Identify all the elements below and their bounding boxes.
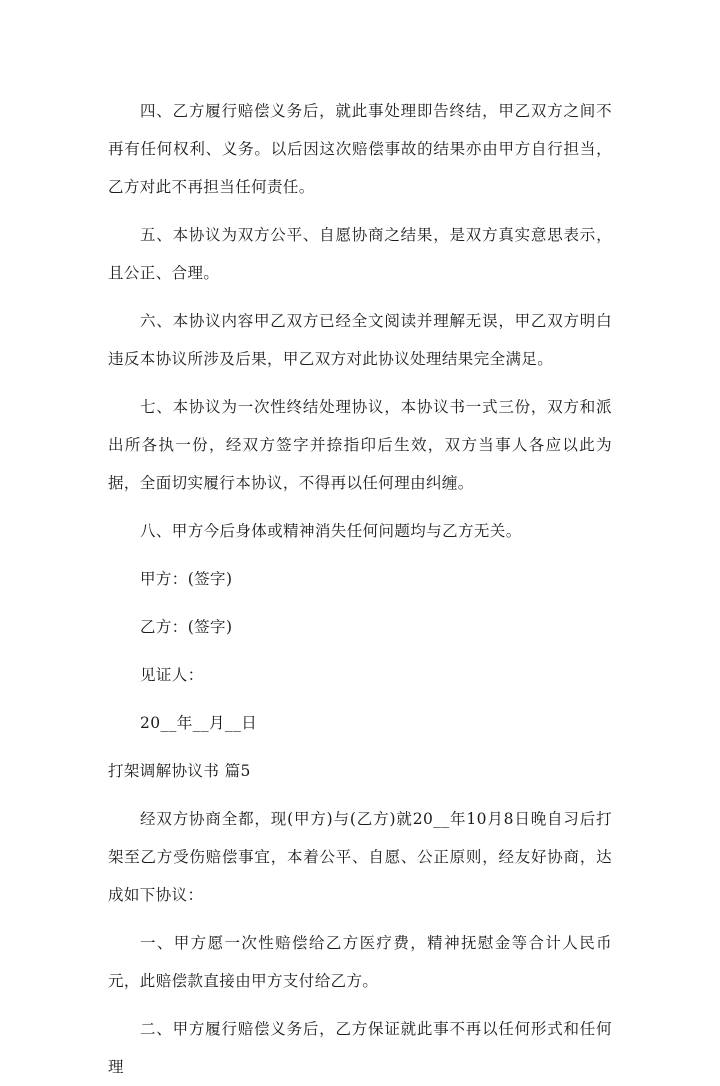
clause-four: 四、乙方履行赔偿义务后，就此事处理即告终结，甲乙双方之间不再有任何权利、义务。以后因这次赔偿事故的结果亦由甲方自行担当，乙方对此不再担当任何责任。 bbox=[108, 102, 612, 196]
party-a-signature: 甲方：(签字) bbox=[140, 570, 233, 588]
party-b-signature: 乙方：(签字) bbox=[140, 618, 233, 636]
witness-signature: 见证人： bbox=[140, 666, 204, 684]
clause-eight: 八、甲方今后身体或精神消失任何问题均与乙方无关。 bbox=[140, 522, 522, 540]
clause-seven: 七、本协议为一次性终结处理协议，本协议书一式三份，双方和派出所各执一份，经双方签字并捺指印后生效，双方当事人各应以此为据，全面切实履行本协议，不得再以任何理由纠缠。 bbox=[108, 398, 612, 492]
signature-date: 20__年__月__日 bbox=[140, 714, 258, 732]
section-heading: 打架调解协议书 篇5 bbox=[108, 762, 251, 780]
clause-six: 六、本协议内容甲乙双方已经全文阅读并理解无误，甲乙双方明白违反本协议所涉及后果，甲乙双方对此协议处理结果完全满足。 bbox=[108, 312, 612, 368]
section-clause-one: 一、甲方愿一次性赔偿给乙方医疗费，精神抚慰金等合计人民币元，此赔偿款直接由甲方支付给乙方。 bbox=[108, 934, 612, 990]
clause-five: 五、本协议为双方公平、自愿协商之结果，是双方真实意思表示，且公正、合理。 bbox=[108, 226, 612, 282]
section-intro: 经双方协商全都，现(甲方)与(乙方)就20__年10月8日晚自习后打架至乙方受伤赔偿事宜，本着公平、自愿、公正原则，经友好协商，达成如下协议： bbox=[108, 810, 612, 904]
section-clause-two: 二、甲方履行赔偿义务后，乙方保证就此事不再以任何形式和任何理 bbox=[108, 1020, 612, 1076]
